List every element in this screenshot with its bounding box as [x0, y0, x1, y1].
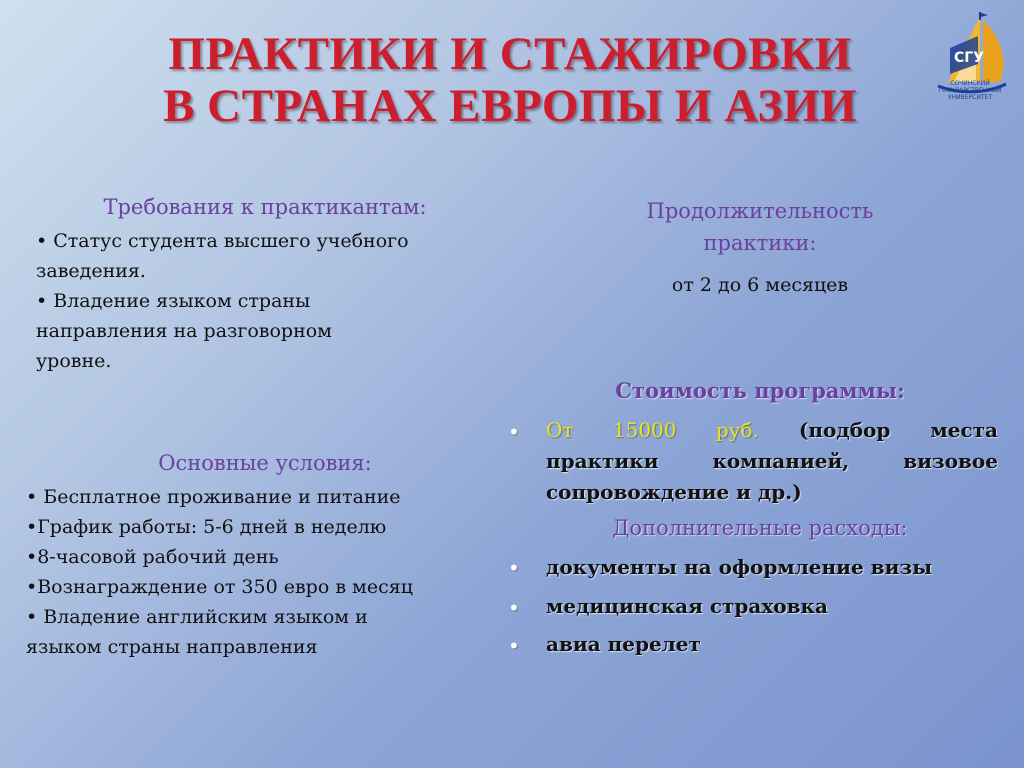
slide-title — [60, 28, 960, 132]
conditions-line: •Вознаграждение от 350 евро в месяц — [26, 576, 413, 598]
extra-item: медицинская страховка — [546, 594, 828, 618]
cost-line-1-rest: (подбор места — [798, 418, 999, 442]
duration-heading-line-1: Продолжительность — [646, 199, 874, 223]
cost-price: От 15000 руб. — [546, 418, 759, 442]
conditions-line: •8-часовой рабочий день — [26, 546, 279, 568]
requirements-line: уровне. — [36, 350, 112, 372]
conditions-list — [26, 482, 506, 662]
bullet-icon: • — [508, 420, 520, 444]
extra-item: документы на оформление визы — [546, 555, 933, 579]
cost-description — [546, 415, 998, 508]
duration-heading — [580, 195, 940, 259]
bullet-icon: • — [508, 634, 520, 658]
title-line-2: В СТРАНАХ ЕВРОПЫ И АЗИИ — [163, 80, 857, 132]
title-line-1: ПРАКТИКИ И СТАЖИРОВКИ — [168, 28, 852, 80]
conditions-heading: Основные условия: — [158, 451, 372, 475]
requirements-list — [36, 226, 496, 376]
cost-line-3: сопровождение и др.) — [546, 480, 802, 504]
conditions-line: • Бесплатное проживание и питание — [26, 486, 401, 508]
conditions-line: •График работы: 5-6 дней в неделю — [26, 516, 387, 538]
cost-heading: Стоимость программы: — [615, 378, 905, 403]
conditions-line: языком страны направления — [26, 636, 318, 658]
extra-heading: Дополнительные расходы: — [612, 516, 908, 540]
bullet-icon: • — [508, 596, 520, 620]
svg-text:СГУ: СГУ — [954, 50, 984, 66]
requirements-heading: Требования к практикантам: — [103, 195, 427, 219]
bullet-icon: • — [508, 556, 520, 580]
cost-line-1 — [546, 415, 998, 446]
conditions-line: • Владение английским языком и — [26, 606, 368, 628]
extra-item: авиа перелет — [546, 632, 701, 656]
logo-caption: СОЧИНСКИЙ ГОСУДАРСТВЕННЫЙ УНИВЕРСИТЕТ — [938, 80, 1002, 101]
requirements-line: направления на разговорном — [36, 320, 332, 342]
cost-line-2: практики компанией, визовое — [546, 449, 998, 473]
duration-value: от 2 до 6 месяцев — [671, 274, 849, 296]
requirements-line: заведения. — [36, 260, 146, 282]
requirements-line: • Владение языком страны — [36, 290, 311, 312]
requirements-line: • Статус студента высшего учебного — [36, 230, 409, 252]
duration-heading-line-2: практики: — [703, 231, 817, 255]
